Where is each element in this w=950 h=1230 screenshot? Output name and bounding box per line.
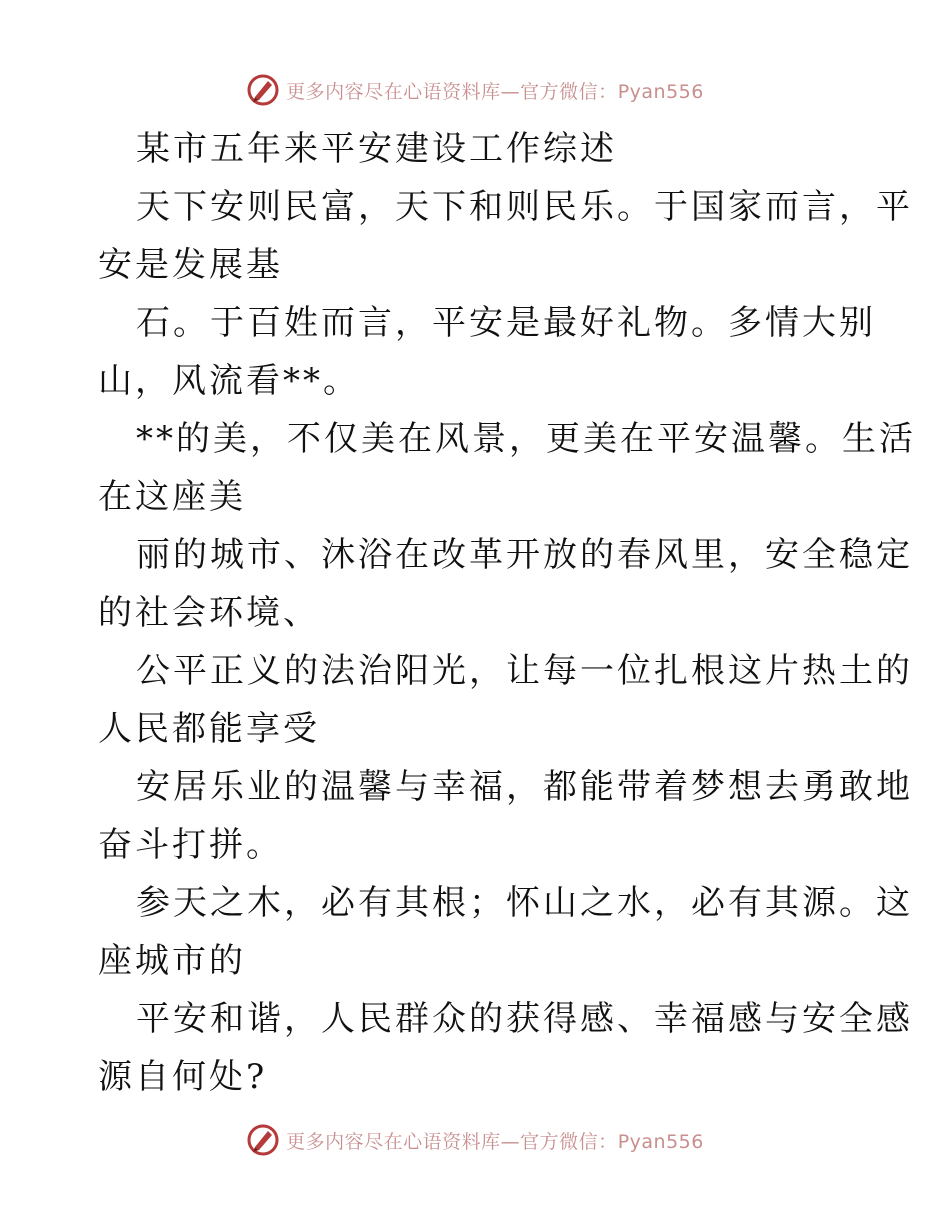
document-title: 某市五年来平安建设工作综述 xyxy=(136,129,617,169)
paragraph-line: **的美，不仅美在风景，更美在平安温馨。生活 xyxy=(136,419,916,459)
footer-banner-link[interactable] xyxy=(246,1123,704,1157)
header-banner-link[interactable] xyxy=(246,73,704,107)
paragraph-line: 石。于百姓而言，平安是最好礼物。多情大别 xyxy=(136,303,876,343)
paragraph-line: 平安和谐，人民群众的获得感、幸福感与安全感 xyxy=(136,999,913,1039)
paragraph-line: 的社会环境、 xyxy=(98,593,320,633)
header-banner xyxy=(0,70,950,110)
wechat-label: 官方微信： xyxy=(520,1130,618,1153)
banner-separator: — xyxy=(500,80,521,103)
pen-circle-icon xyxy=(246,73,280,107)
wechat-label: 官方微信： xyxy=(520,80,618,103)
paragraph-line: 山，风流看**。 xyxy=(98,361,360,401)
wechat-id: Pyan556 xyxy=(617,1130,704,1153)
paragraph-line: 天下安则民富，天下和则民乐。于国家而言，平 xyxy=(136,187,913,227)
paragraph-line: 奋斗打拼。 xyxy=(98,825,283,865)
footer-banner xyxy=(0,1120,950,1160)
paragraph-line: 参天之木，必有其根；怀山之水，必有其源。这 xyxy=(136,883,913,923)
paragraph-line: 丽的城市、沐浴在改革开放的春风里，安全稳定 xyxy=(136,535,913,575)
paragraph-line: 安是发展基 xyxy=(98,245,283,285)
paragraph-line: 安居乐业的温馨与幸福，都能带着梦想去勇敢地 xyxy=(136,767,913,807)
paragraph-line: 在这座美 xyxy=(98,477,246,517)
paragraph-line: 人民都能享受 xyxy=(98,709,320,749)
wechat-id: Pyan556 xyxy=(617,80,704,103)
banner-text: 更多内容尽在心语资料库 xyxy=(286,1130,501,1153)
document-body xyxy=(98,120,916,1106)
banner-text: 更多内容尽在心语资料库 xyxy=(286,80,501,103)
pen-circle-icon xyxy=(246,1123,280,1157)
banner-separator: — xyxy=(500,1130,521,1153)
paragraph-line: 公平正义的法治阳光，让每一位扎根这片热土的 xyxy=(136,651,913,691)
paragraph-line: 源自何处? xyxy=(98,1057,268,1097)
paragraph-line: 座城市的 xyxy=(98,941,246,981)
